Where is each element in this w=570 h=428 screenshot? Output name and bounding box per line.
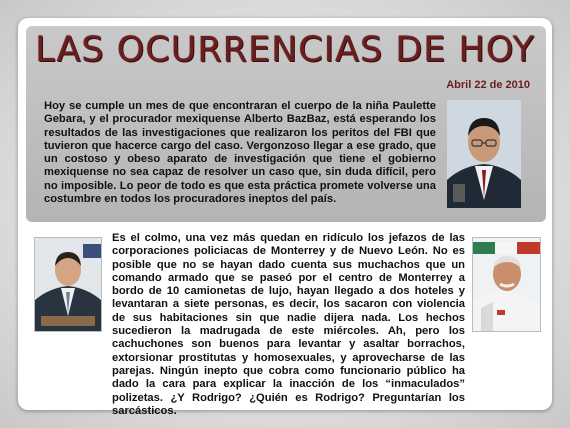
portrait-photo-official-2 (472, 237, 541, 332)
paragraph-bazbaz: Hoy se cumple un mes de que encontraran el cuerpo de la niña Paulette Gebara, y el procurador mexiquense Alberto BazBaz, está esperando los resultados de las investigaciones que realizaron los peritos del FBI que tuvieron que hacerce cargo del caso. Vergonzoso llegar a ese grado, que un costoso y obeso aparato de investigación que tiene el gobierno mexiquense no sea capaz de resolver un caso que, sin duda difícil, pero no imposible. Lo peor de todo es que esta práctica promete volverse una costumbre en todos los procuradores ineptos del país. (44, 100, 436, 206)
date-label: Abril 22 de 2010 (446, 79, 530, 91)
portrait-photo-official-1 (34, 237, 102, 332)
portrait-photo-bazbaz (447, 100, 521, 208)
paragraph-monterrey: Es el colmo, una vez más quedan en ridículo los jefazos de las corporaciones policiacas de Monterrey y de Nuevo León. No es posible que no se hayan dado cuenta sus muchachos que un comando armado que se paseó por el centro de Monterrey a bordo de 10 camionetas de lujo, hayan llegado a dos hoteles y levantaran a siete personas, es decir, los sacaron con violencia de sus habitaciones sin que nadie dijera nada. Los hechos sucedieron la madrugada de este miércoles. Ah, pero los cachuchones son buenos para levantar y asaltar borrachos, extorsionar prostitutas y homosexuales, y aprovecharse de las parejas. Ningún inepto que cobra como funcionario público ha dado la cara para explicar la inacción de los “inmaculados” polizetas. ¿Y Rodrigo? ¿Quién es Rodrigo? Preguntarían los sarcásticos. (112, 232, 465, 417)
page-title: LAS OCURRENCIAS DE HOY (35, 30, 535, 70)
